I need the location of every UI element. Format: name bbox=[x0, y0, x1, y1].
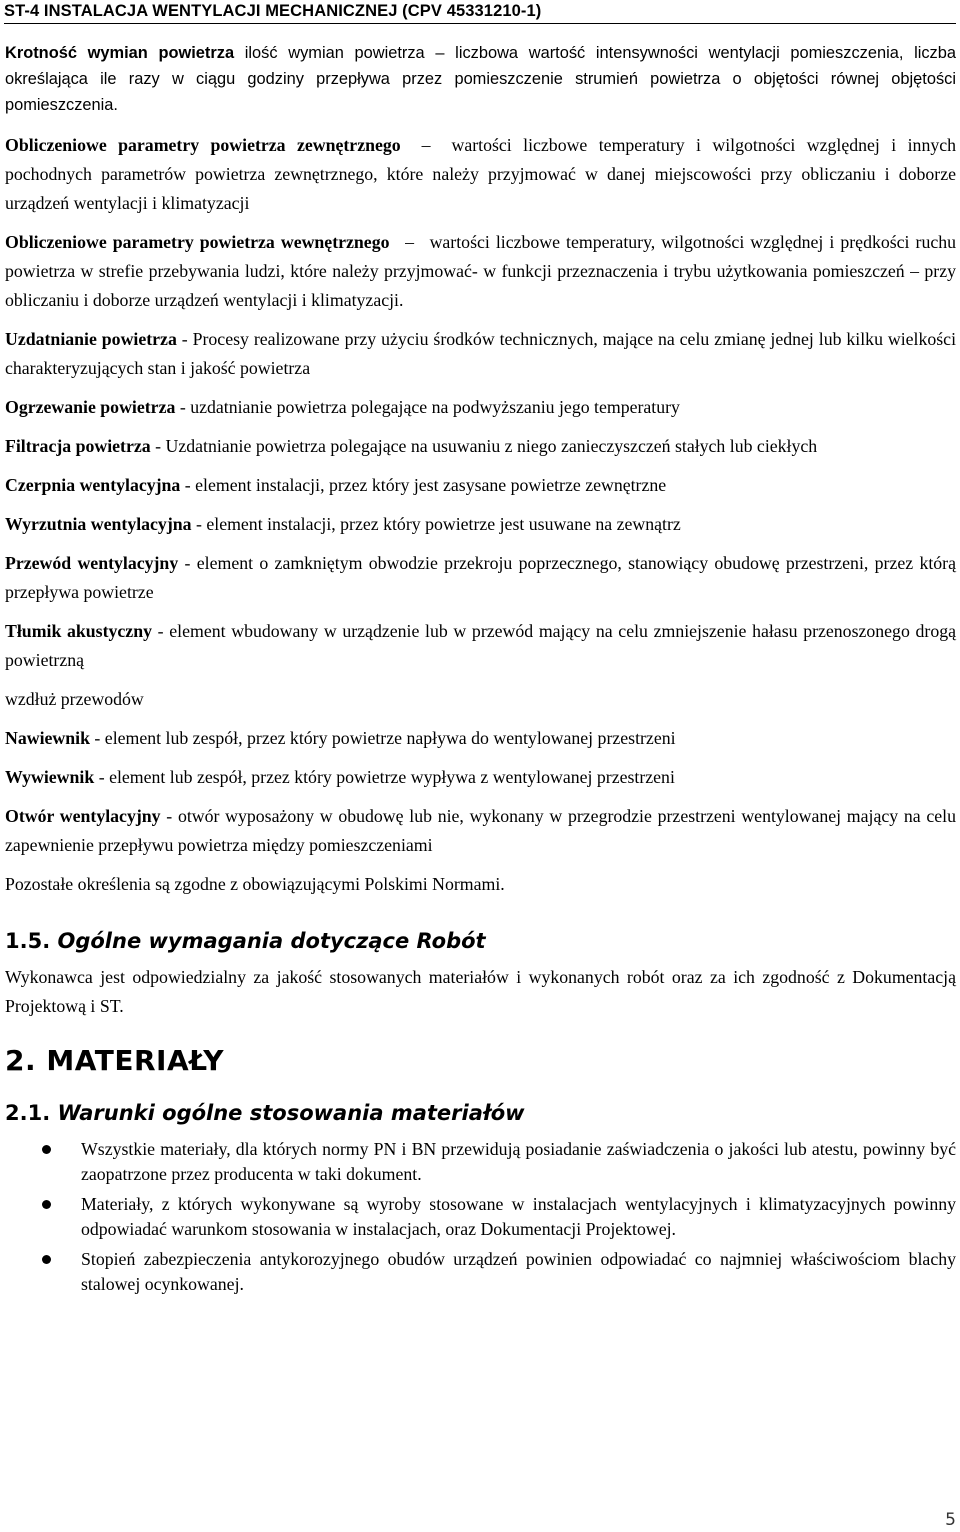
definition-dash: - bbox=[179, 397, 186, 417]
definition-text: element instalacji, przez który powietrze jest usuwane na zewnątrz bbox=[206, 514, 681, 534]
materials-bullet-list bbox=[5, 1137, 956, 1297]
definition-dash: - bbox=[157, 621, 164, 641]
definition-term: Czerpnia wentylacyjna bbox=[5, 475, 181, 495]
definition-text: element lub zespół, przez który powietrze napływa do wentylowanej przestrzeni bbox=[104, 728, 676, 748]
definition-text: wartości liczbowe temperatury i wilgotności względnej i innych pochodnych parametrów powietrza zewnętrznego, które należy przyjmować w danej miejscowości przy obliczaniu i doborze urządzeń wentylacji i klimatyzacji bbox=[5, 135, 957, 213]
definition-item bbox=[5, 617, 956, 675]
definition-item bbox=[5, 510, 956, 539]
definition-text: Uzdatnianie powietrza polegające na usuwaniu z niego zanieczyszczeń stałych lub ciekłych bbox=[165, 436, 818, 456]
section-1-5-heading bbox=[5, 927, 956, 955]
section-title: Warunki ogólne stosowania materiałów bbox=[57, 1101, 525, 1125]
definition-item bbox=[5, 802, 956, 860]
definition-term: Tłumik akustyczny bbox=[5, 621, 152, 641]
definition-item bbox=[5, 393, 956, 422]
definition-dash: – bbox=[405, 232, 414, 252]
definition-text: element lub zespół, przez który powietrze wypływa z wentylowanej przestrzeni bbox=[109, 767, 675, 787]
section-number: 2. bbox=[5, 1044, 37, 1077]
definition-text: element instalacji, przez który jest zasysane powietrze zewnętrzne bbox=[195, 475, 667, 495]
definition-dash: - bbox=[181, 329, 188, 349]
definition-dash: - bbox=[98, 767, 105, 787]
section-title: MATERIAŁY bbox=[46, 1044, 225, 1077]
definition-krotnosc bbox=[5, 40, 956, 118]
definition-term: Nawiewnik bbox=[5, 728, 90, 748]
section-title: Ogólne wymagania dotyczące Robót bbox=[57, 929, 486, 953]
section-2-heading bbox=[5, 1043, 956, 1079]
section-2-1-heading bbox=[5, 1099, 956, 1127]
definition-term: Uzdatnianie powietrza bbox=[5, 329, 177, 349]
list-item-text: Materiały, z których wykonywane są wyroby stosowane w instalacjach wentylacyjnych i klimatyzacyjnych powinny odpowiadać warunkom stosowania w instalacjach, oraz Dokumentacji Projektowej. bbox=[81, 1194, 956, 1239]
definition-term: Ogrzewanie powietrza bbox=[5, 397, 176, 417]
definition-term: Wywiewnik bbox=[5, 767, 95, 787]
definition-item bbox=[5, 228, 956, 315]
section-1-5-text: Wykonawca jest odpowiedzialny za jakość stosowanych materiałów i wykonanych robót oraz za ich zgodność z Dokumentacją Projektową i ST. bbox=[5, 967, 956, 1016]
list-item bbox=[5, 1247, 956, 1297]
definition-text: otwór wyposażony w obudowę lub nie, wykonany w przegrodzie przestrzeni wentylowanej mający na celu zapewnienie przepływu powietrza między pomieszczeniami bbox=[5, 806, 957, 855]
definition-dash: - bbox=[195, 514, 202, 534]
definition-dash: - bbox=[184, 475, 191, 495]
page-number: 5 bbox=[945, 1510, 956, 1530]
definition-dash: - bbox=[184, 553, 191, 573]
list-item-text: Wszystkie materiały, dla których normy PN i BN przewidują posiadanie zaświadczenia o jakości lub atestu, powinny być zaopatrzone przez producenta w taki dokument. bbox=[81, 1139, 956, 1184]
definition-term: Otwór wentylacyjny bbox=[5, 806, 161, 826]
definition-text: Procesy realizowane przy użyciu środków technicznych, mające na celu zmianę jednej lub kilku wielkości charakteryzujących stan i jakość powietrza bbox=[5, 329, 957, 378]
definition-text: ilość wymian powietrza – liczbowa wartość intensywności wentylacji pomieszczenia, liczba określająca ile razy w ciągu godziny przepływa przez pomieszczenie strumień powietrza o objętości równej objętości pomieszczenia. bbox=[5, 44, 956, 114]
definition-item bbox=[5, 471, 956, 500]
definition-dash: - bbox=[94, 728, 101, 748]
definition-term: Filtracja powietrza bbox=[5, 436, 151, 456]
bullet-icon bbox=[42, 1145, 51, 1154]
definition-item bbox=[5, 325, 956, 383]
definition-term: Obliczeniowe parametry powietrza zewnętrznego bbox=[5, 135, 401, 155]
bullet-icon bbox=[42, 1255, 51, 1264]
definition-item bbox=[5, 432, 956, 461]
definition-item bbox=[5, 549, 956, 607]
list-item bbox=[5, 1192, 956, 1242]
definition-text: element wbudowany w urządzenie lub w przewód mający na celu zmniejszenie hałasu przenoszonego drogą powietrzną bbox=[5, 621, 956, 670]
definition-dash: - bbox=[166, 806, 173, 826]
definition-dash: – bbox=[421, 135, 431, 155]
definition-item bbox=[5, 131, 956, 218]
list-item bbox=[5, 1137, 956, 1187]
definition-text: wartości liczbowe temperatury, wilgotności względnej i prędkości ruchu powietrza w strefie przebywania ludzi, które należy przyjmować- w funkcji przeznaczenia i trybu użytkowania pomieszczeń – przy obliczaniu i doborze urządzeń wentylacji i klimatyzacji. bbox=[5, 232, 957, 310]
definition-text: element o zamkniętym obwodzie przekroju poprzecznego, stanowiący obudowę przestrzeni, przez którą przepływa powietrze bbox=[5, 553, 956, 602]
definition-term: Obliczeniowe parametry powietrza wewnętrznego bbox=[5, 232, 390, 252]
section-number: 2.1. bbox=[5, 1101, 51, 1125]
definition-term: Wyrzutnia wentylacyjna bbox=[5, 514, 192, 534]
definition-term: Krotność wymian powietrza bbox=[5, 44, 235, 62]
page-header-title: ST-4 INSTALACJA WENTYLACJI MECHANICZNEJ (CPV 45331210-1) bbox=[4, 2, 542, 20]
section-number: 1.5. bbox=[5, 929, 51, 953]
header-rule bbox=[4, 23, 956, 24]
definition-term: Przewód wentylacyjny bbox=[5, 553, 179, 573]
definition-item bbox=[5, 724, 956, 753]
list-item-text: Stopień zabezpieczenia antykorozyjnego obudów urządzeń powinien odpowiadać co najmniej właściwościom blachy stalowej ocynkowanej. bbox=[81, 1249, 956, 1294]
page-content bbox=[5, 40, 956, 1302]
bullet-icon bbox=[42, 1200, 51, 1209]
definition-item bbox=[5, 763, 956, 792]
definition-text: uzdatnianie powietrza polegające na podwyższaniu jego temperatury bbox=[190, 397, 680, 417]
other-definitions-note: Pozostałe określenia są zgodne z obowiązującymi Polskimi Normami. bbox=[5, 874, 505, 894]
along-ducts-text: wzdłuż przewodów bbox=[5, 689, 144, 709]
definition-dash: - bbox=[155, 436, 162, 456]
